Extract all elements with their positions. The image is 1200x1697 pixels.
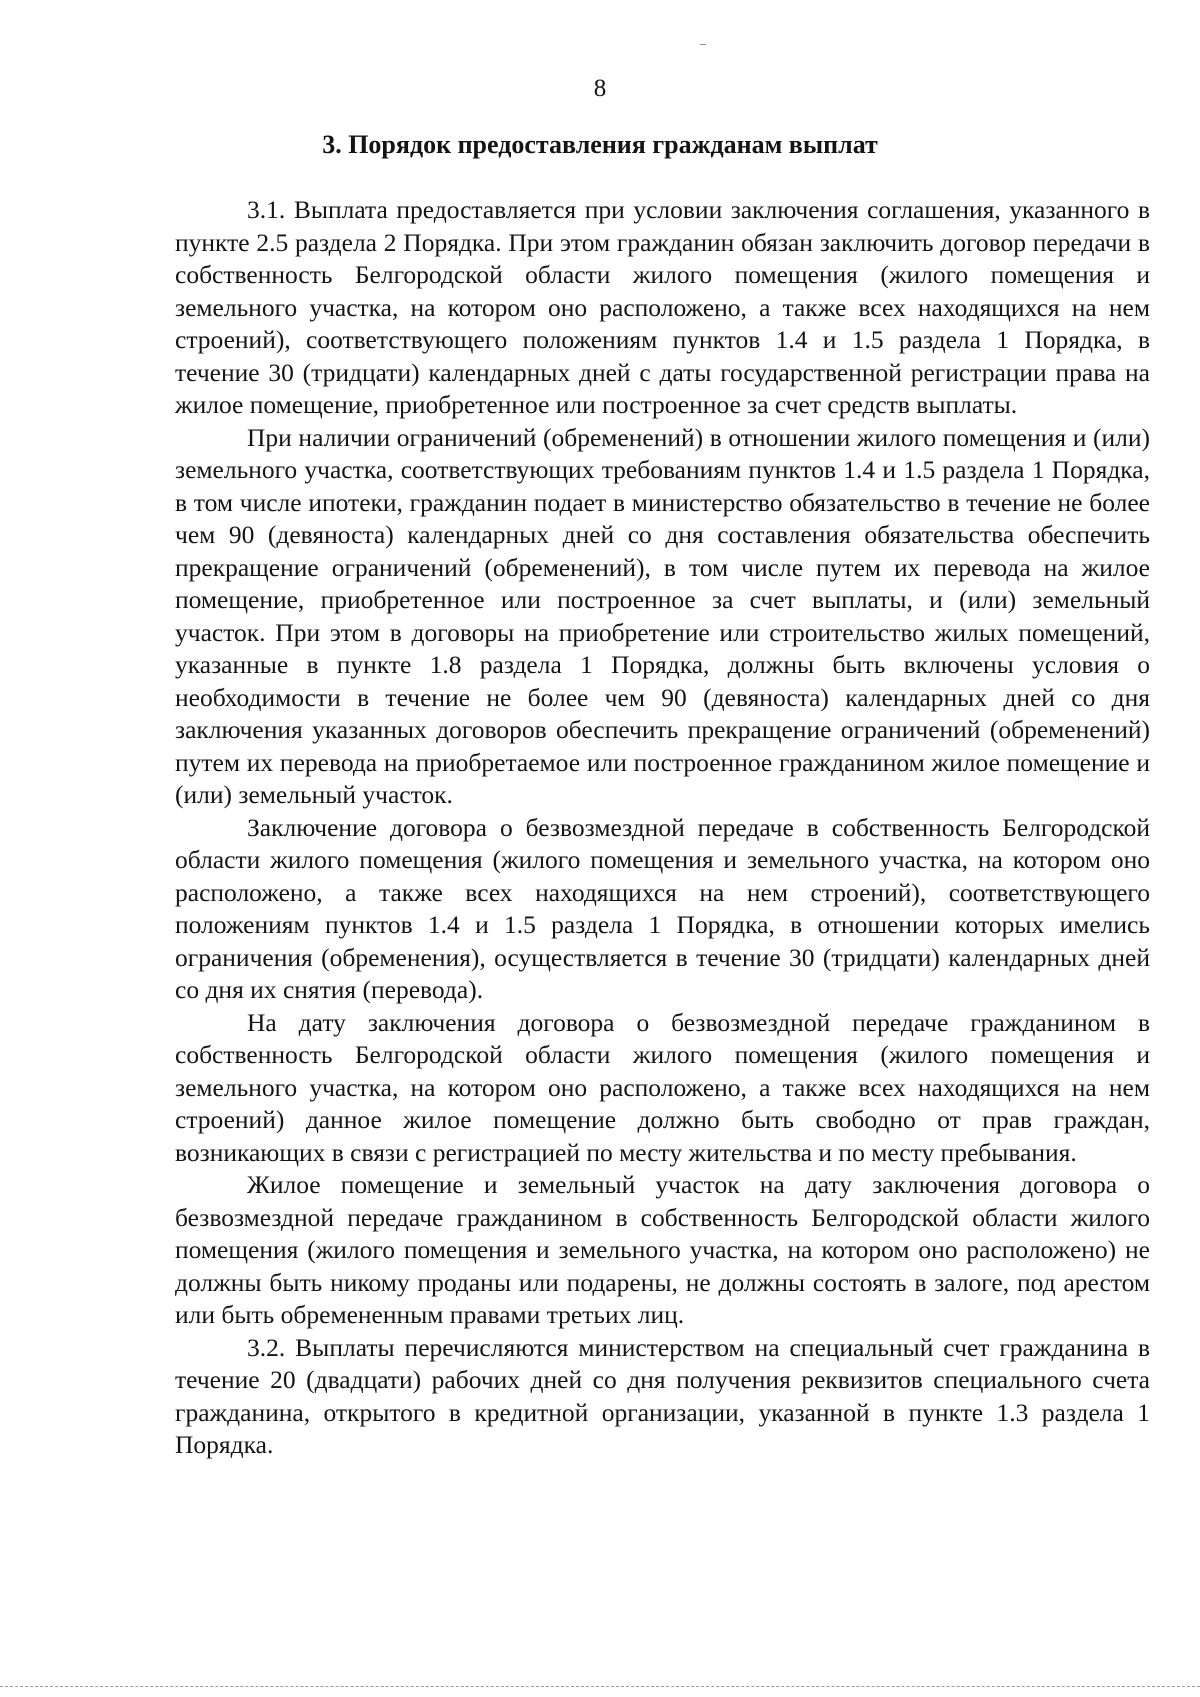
scan-edge-line xyxy=(0,1686,1200,1687)
document-body xyxy=(175,194,1150,1462)
paragraph-encumbrances: При наличии ограничений (обременений) в отношении жилого помещения и (или) земельного участка, соответствующих требованиям пунктов 1.4 и 1.5 раздела 1 Порядка, в том числе ипотеки, гражданин подает в министерство обязательство в течение не более чем 90 (девяноста) календарных дней со дня составления обязательства обеспечить прекращение ограничений (обременений), в том числе путем их перевода на жилое помещение, приобретенное или построенное за счет выплаты, и (или) земельный участок. При этом в договоры на приобретение или строительство жилых помещений, указанные в пункте 1.8 раздела 1 Порядка, должны быть включены условия о необходимости в течение не более чем 90 (девяноста) календарных дней со дня заключения указанных договоров обеспечить прекращение ограничений (обременений) путем их перевода на приобретаемое или построенное гражданином жилое помещение и (или) земельный участок. xyxy=(175,422,1150,809)
page-number: 8 xyxy=(593,75,607,102)
paragraph-transfer-contract: Заключение договора о безвозмездной передаче в собственность Белгородской области жилого помещения (жилого помещения и земельного участка, на котором оно расположено, а также всех находящихся на нем строений), соответствующего положениям пунктов 1.4 и 1.5 раздела 1 Порядка, в отношении которых имелись ограничения (обременения), осуществляется в течение 30 (тридцати) календарных дней со дня их снятия (перевода). xyxy=(175,812,1150,1004)
section-title: 3. Порядок предоставления гражданам выплат xyxy=(322,130,878,159)
paragraph-no-third-party-rights: Жилое помещение и земельный участок на дату заключения договора о безвозмездной передаче гражданином в собственность Белгородской области жилого помещения (жилого помещения и земельного участка, на котором оно расположено) не должны быть никому проданы или подарены, не должны состоять в залоге, под арестом или быть обремененным правами третьих лиц. xyxy=(175,1170,1150,1329)
paragraph-registration-rights: На дату заключения договора о безвозмездной передаче гражданином в собственность Белгородской области жилого помещения (жилого помещения и земельного участка, на котором оно расположено, а также всех находящихся на нем строений) данное жилое помещение должно быть свободно от прав граждан, возникающих в связи с регистрацией по месту жительства и по месту пребывания. xyxy=(175,1007,1150,1167)
scan-speck xyxy=(700,44,706,45)
paragraph-3-1: 3.1. Выплата предоставляется при условии заключения соглашения, указанного в пункте 2.5 раздела 2 Порядка. При этом гражданин обязан заключить договор передачи в собственность Белгородской области жилого помещения (жилого помещения и земельного участка, на котором оно расположено, а также всех находящихся на нем строений), соответствующего положениям пунктов 1.4 и 1.5 раздела 1 Порядка, в течение 30 (тридцати) календарных дней с даты государственной регистрации права на жилое помещение, приобретенное или построенное за счет средств выплаты. xyxy=(175,195,1150,419)
paragraph-3-2: 3.2. Выплаты перечисляются министерством на специальный счет гражданина в течение 20 (двадцати) рабочих дней со дня получения реквизитов специального счета гражданина, открытого в кредитной организации, указанной в пункте 1.3 раздела 1 Порядка. xyxy=(175,1332,1150,1459)
